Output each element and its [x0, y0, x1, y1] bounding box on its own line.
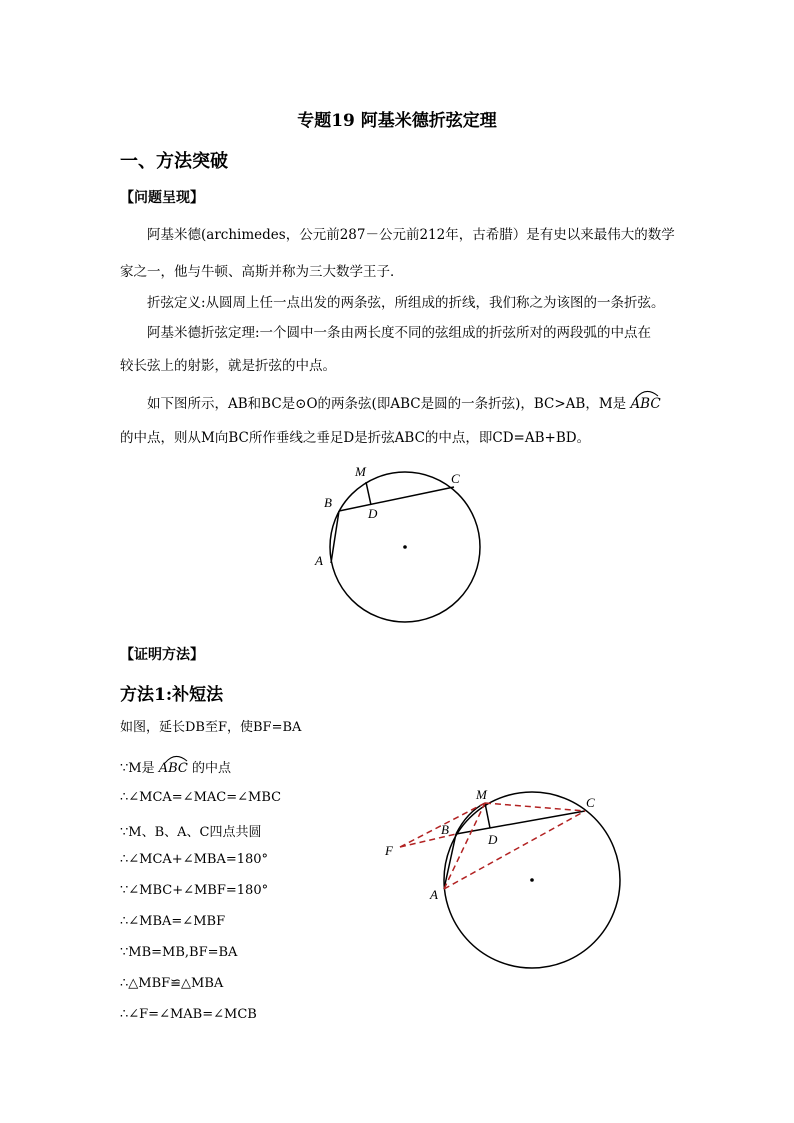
label-c-2: C [586, 795, 595, 810]
arc-abc-label: ABC [630, 396, 661, 412]
para-example-text: 如下图所示，AB和BC是⊙O的两条弦(即ABC是圆的一条折弦)，BC>AB，M是 [147, 396, 627, 412]
proof-step-2-suffix: 的中点 [192, 761, 232, 776]
segment-md [366, 482, 371, 505]
heading-proof: 【证明方法】 [120, 647, 204, 663]
label-b-2: B [441, 822, 449, 837]
arc-symbol-icon [634, 388, 660, 400]
dashed-mc [485, 803, 585, 811]
label-d: D [368, 506, 378, 521]
proof-step-5: ∴∠MCA+∠MBA=180° [120, 852, 269, 867]
arc-symbol-icon [163, 753, 189, 765]
method1-title: 方法1:补短法 [120, 685, 224, 705]
proof-step-4: ∵M、B、A、C四点共圆 [120, 825, 262, 840]
arc-abc-2 [159, 761, 188, 776]
label-c: C [451, 471, 460, 486]
heading-problem: 【问题呈现】 [120, 190, 204, 206]
proof-step-6: ∵∠MBC+∠MBF=180° [120, 883, 269, 898]
para1-line1: 阿基米德(archimedes，公元前287－公元前212年，古希腊）是有史以来最伟大的数学 [147, 227, 675, 243]
proof-step-9: ∴△MBF≌△MBA [120, 976, 224, 991]
center-o [403, 545, 407, 549]
para-example-line1 [147, 392, 661, 412]
para-theorem-line2: 较长弦上的射影，就是折弦的中点。 [120, 358, 336, 374]
label-a: A [315, 553, 323, 568]
label-m-2: M [476, 787, 487, 802]
proof-step-8: ∵MB=MB,BF=BA [120, 945, 238, 960]
page-title: 专题19 阿基米德折弦定理 [297, 111, 497, 131]
arc-abc [630, 396, 660, 412]
label-b: B [324, 495, 332, 510]
label-m: M [355, 464, 366, 479]
label-a-2: A [430, 887, 438, 902]
para-example-line2: 的中点，则从M向BC所作垂线之垂足D是折弦ABC的中点，即CD=AB+BD。 [120, 430, 591, 446]
proof-step-10: ∴∠F=∠MAB=∠MCB [120, 1007, 257, 1022]
proof-step-7: ∴∠MBA=∠MBF [120, 914, 226, 929]
proof-step-1: 如图，延长DB至F，使BF=BA [120, 720, 302, 735]
figure-circle-2 [375, 780, 650, 980]
proof-step-2 [120, 757, 231, 776]
arc-abc-label-2: ABC [158, 761, 188, 776]
para-theorem-line1: 阿基米德折弦定理:一个圆中一条由两长度不同的弦组成的折弦所对的两段弧的中点在 [147, 325, 652, 341]
proof-step-2-text: ∵M是 [120, 761, 155, 776]
para-definition: 折弦定义:从圆周上任一点出发的两条弦，所组成的折线，我们称之为该图的一条折弦。 [147, 295, 665, 311]
proof-step-3: ∴∠MCA=∠MAC=∠MBC [120, 790, 282, 805]
center-o-2 [530, 878, 534, 882]
figure-circle-1 [300, 455, 500, 630]
segment-md-2 [485, 803, 490, 828]
label-f-2: F [385, 843, 393, 858]
section-heading-method-breakthrough: 一、方法突破 [120, 151, 228, 172]
para1-line2: 家之一，他与牛顿、高斯并称为三大数学王子． [120, 264, 404, 280]
label-d-2: D [488, 832, 498, 847]
